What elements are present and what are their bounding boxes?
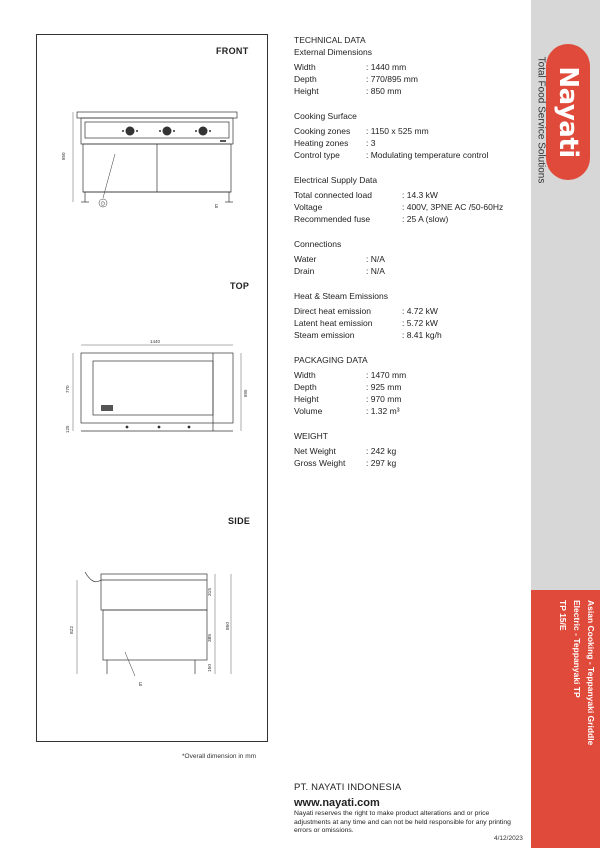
top-width-dim: 1440 [150, 339, 161, 344]
side-callout-e: E [139, 682, 143, 688]
spec-row [294, 381, 530, 393]
spec-row [294, 201, 530, 213]
side-dim-150: 150 [208, 663, 213, 672]
front-height-dim: 850 [61, 152, 66, 160]
spec-value: : 242 kg [366, 446, 397, 456]
cook-title: Cooking Surface [294, 111, 357, 121]
spec-key: Total connected load [294, 190, 372, 200]
spec-value: : 1470 mm [366, 370, 407, 380]
front-view-drawing [55, 100, 255, 220]
spec-key: Voltage [294, 202, 323, 212]
category-line-2: Electric - Teppanyaki TP [572, 600, 582, 698]
top-view-drawing [55, 335, 255, 445]
spec-row [294, 369, 530, 381]
spec-value: : 925 mm [366, 382, 402, 392]
spec-row [294, 457, 530, 469]
spec-key: Height [294, 86, 319, 96]
spec-value: : Modulating temperature control [366, 150, 489, 160]
spec-value: : 850 mm [366, 86, 402, 96]
spec-key: Recommended fuse [294, 214, 371, 224]
top-depth-total-dim: 895 [243, 389, 248, 397]
spec-key: Gross Weight [294, 458, 346, 468]
spec-key: Water [294, 254, 317, 264]
side-dim-850: 850 [226, 621, 231, 630]
spec-row [294, 265, 530, 277]
heat-title: Heat & Steam Emissions [294, 291, 389, 301]
logo-text: Nayati [553, 66, 583, 158]
spec-row [294, 189, 530, 201]
top-small-dim: 125 [65, 425, 70, 433]
brand-tagline: Total Food Service Solutions [535, 56, 547, 184]
spec-row [294, 305, 530, 317]
spec-value: : 3 [366, 138, 376, 148]
side-dim-822: 822 [70, 625, 75, 634]
spec-key: Depth [294, 74, 317, 84]
spec-value: : N/A [366, 254, 385, 264]
spec-row [294, 329, 530, 341]
side-view-label: SIDE [228, 516, 251, 526]
side-view-drawing [55, 560, 255, 690]
side-dim-385: 385 [208, 633, 213, 642]
spec-row [294, 317, 530, 329]
spec-row [294, 393, 530, 405]
spec-row [294, 213, 530, 225]
disclaimer: Nayati reserves the right to make product alterations and or price adjustments at any time and can not be held responsible for any printing errors or omissions. [294, 810, 511, 835]
pack-title: PACKAGING DATA [294, 355, 368, 365]
spec-key: Cooking zones [294, 126, 351, 136]
spec-row [294, 85, 530, 97]
spec-value: : 4.72 kW [402, 306, 438, 316]
spec-value: : 400V, 3PNE AC /50-60Hz [402, 202, 504, 212]
elec-title: Electrical Supply Data [294, 175, 378, 185]
spec-value: : 14.3 kW [402, 190, 438, 200]
company-name: PT. NAYATI INDONESIA [294, 782, 402, 793]
spec-value: : 1150 x 525 mm [366, 126, 429, 136]
category-line-3: TP 15/E [558, 600, 568, 631]
ext-title: External Dimensions [294, 47, 372, 57]
conn-title: Connections [294, 239, 342, 249]
spec-row [294, 253, 530, 265]
spec-row [294, 149, 530, 161]
spec-key: Volume [294, 406, 323, 416]
website-link[interactable]: www.nayati.com [294, 797, 380, 809]
spec-key: Width [294, 370, 316, 380]
spec-row [294, 61, 530, 73]
spec-value: : 25 A (slow) [402, 214, 449, 224]
weight-title: WEIGHT [294, 431, 328, 441]
spec-row [294, 405, 530, 417]
top-depth-dim: 770 [65, 385, 70, 393]
spec-value: : 970 mm [366, 394, 402, 404]
dimension-note: *Overall dimension in mm [182, 753, 257, 760]
spec-key: Control type [294, 150, 340, 160]
spec-value: : N/A [366, 266, 385, 276]
tech-title: TECHNICAL DATA [294, 35, 366, 45]
front-view-label: FRONT [216, 46, 249, 56]
top-view-label: TOP [230, 281, 250, 291]
spec-key: Direct heat emission [294, 306, 372, 316]
spec-value: : 8.41 kg/h [402, 330, 442, 340]
spec-key: Drain [294, 266, 315, 276]
spec-row [294, 137, 530, 149]
spec-key: Depth [294, 382, 317, 392]
spec-value: : 1440 mm [366, 62, 407, 72]
spec-key: Heating zones [294, 138, 349, 148]
spec-row [294, 445, 530, 457]
spec-key: Height [294, 394, 319, 404]
front-callout-e: E [215, 204, 219, 210]
spec-row [294, 125, 530, 137]
spec-key: Latent heat emission [294, 318, 373, 328]
spec-key: Width [294, 62, 316, 72]
spec-value: : 1.32 m³ [366, 406, 400, 416]
document-date: 4/12/2023 [494, 835, 523, 842]
front-callout-d: D [101, 201, 105, 208]
category-line-1: Asian Cooking - Teppanyaki Griddle [586, 600, 596, 746]
spec-value: : 297 kg [366, 458, 397, 468]
spec-value: : 5.72 kW [402, 318, 438, 328]
spec-key: Steam emission [294, 330, 355, 340]
spec-value: : 770/895 mm [366, 74, 418, 84]
spec-row [294, 73, 530, 85]
technical-data [294, 34, 530, 469]
spec-key: Net Weight [294, 446, 336, 456]
side-dim-315: 315 [208, 587, 213, 596]
